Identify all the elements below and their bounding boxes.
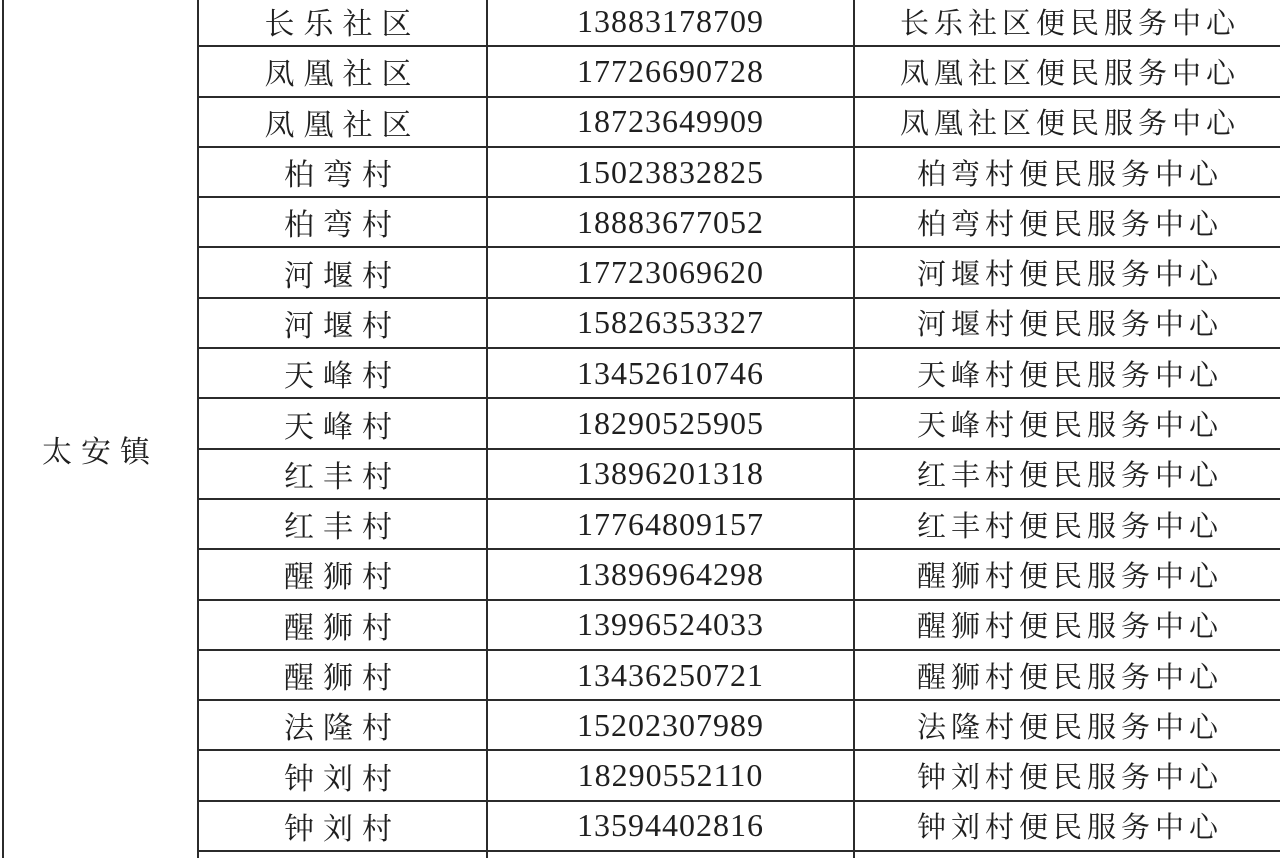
- village-cell: 柏弯村: [198, 197, 487, 247]
- center-cell: 醒狮村便民服务中心: [854, 549, 1280, 599]
- center-cell: 醒狮村便民服务中心: [854, 600, 1280, 650]
- village-cell: 红丰村: [198, 499, 487, 549]
- center-cell: 长乐社区便民服务中心: [854, 0, 1280, 46]
- table-row: [3, 0, 1280, 46]
- phone-cell: 18883677052: [487, 197, 854, 247]
- village-cell: 河堰村: [198, 298, 487, 348]
- table-body: [3, 0, 1280, 858]
- village-cell: 凤凰社区: [198, 97, 487, 147]
- village-cell: 天峰村: [198, 348, 487, 398]
- center-cell: 柏弯村便民服务中心: [854, 147, 1280, 197]
- center-cell: 法隆村便民服务中心: [854, 700, 1280, 750]
- phone-cell: 18723649909: [487, 97, 854, 147]
- center-cell: 天峰村便民服务中心: [854, 398, 1280, 448]
- phone-cell: 17726690728: [487, 46, 854, 96]
- phone-cell: 13996524033: [487, 600, 854, 650]
- village-cell: 醒狮村: [198, 600, 487, 650]
- phone-cell: 17723069620: [487, 247, 854, 297]
- village-cell: 长乐社区: [198, 0, 487, 46]
- village-cell: 天峰村: [198, 398, 487, 448]
- village-cell: 钟刘村: [198, 801, 487, 851]
- phone-cell: 13896201318: [487, 449, 854, 499]
- service-center-directory-table: [2, 0, 1280, 858]
- village-cell: 醒狮村: [198, 549, 487, 599]
- phone-cell: 15023832825: [487, 147, 854, 197]
- phone-cell: 15826353327: [487, 298, 854, 348]
- phone-cell: 18290525905: [487, 398, 854, 448]
- phone-cell: 18290552110: [487, 750, 854, 800]
- center-cell: 凤凰社区便民服务中心: [854, 46, 1280, 96]
- village-cell: 柏弯村: [198, 147, 487, 197]
- phone-cell: 13436250721: [487, 650, 854, 700]
- center-cell: 醒狮村便民服务中心: [854, 650, 1280, 700]
- center-cell: 天峰村便民服务中心: [854, 348, 1280, 398]
- center-cell: 红丰村便民服务中心: [854, 499, 1280, 549]
- phone-cell: 17764809157: [487, 499, 854, 549]
- town-merged-cell: 太安镇: [3, 0, 198, 858]
- center-cell: [854, 851, 1280, 858]
- center-cell: 柏弯村便民服务中心: [854, 197, 1280, 247]
- center-cell: 钟刘村便民服务中心: [854, 801, 1280, 851]
- village-cell: 法隆村: [198, 700, 487, 750]
- phone-cell: 13452610746: [487, 348, 854, 398]
- center-cell: 钟刘村便民服务中心: [854, 750, 1280, 800]
- phone-cell: [487, 851, 854, 858]
- village-cell: [198, 851, 487, 858]
- phone-cell: 13594402816: [487, 801, 854, 851]
- center-cell: 红丰村便民服务中心: [854, 449, 1280, 499]
- village-cell: 河堰村: [198, 247, 487, 297]
- center-cell: 河堰村便民服务中心: [854, 247, 1280, 297]
- village-cell: 凤凰社区: [198, 46, 487, 96]
- phone-cell: 13896964298: [487, 549, 854, 599]
- phone-cell: 15202307989: [487, 700, 854, 750]
- center-cell: 凤凰社区便民服务中心: [854, 97, 1280, 147]
- phone-cell: 13883178709: [487, 0, 854, 46]
- village-cell: 醒狮村: [198, 650, 487, 700]
- center-cell: 河堰村便民服务中心: [854, 298, 1280, 348]
- village-cell: 红丰村: [198, 449, 487, 499]
- village-cell: 钟刘村: [198, 750, 487, 800]
